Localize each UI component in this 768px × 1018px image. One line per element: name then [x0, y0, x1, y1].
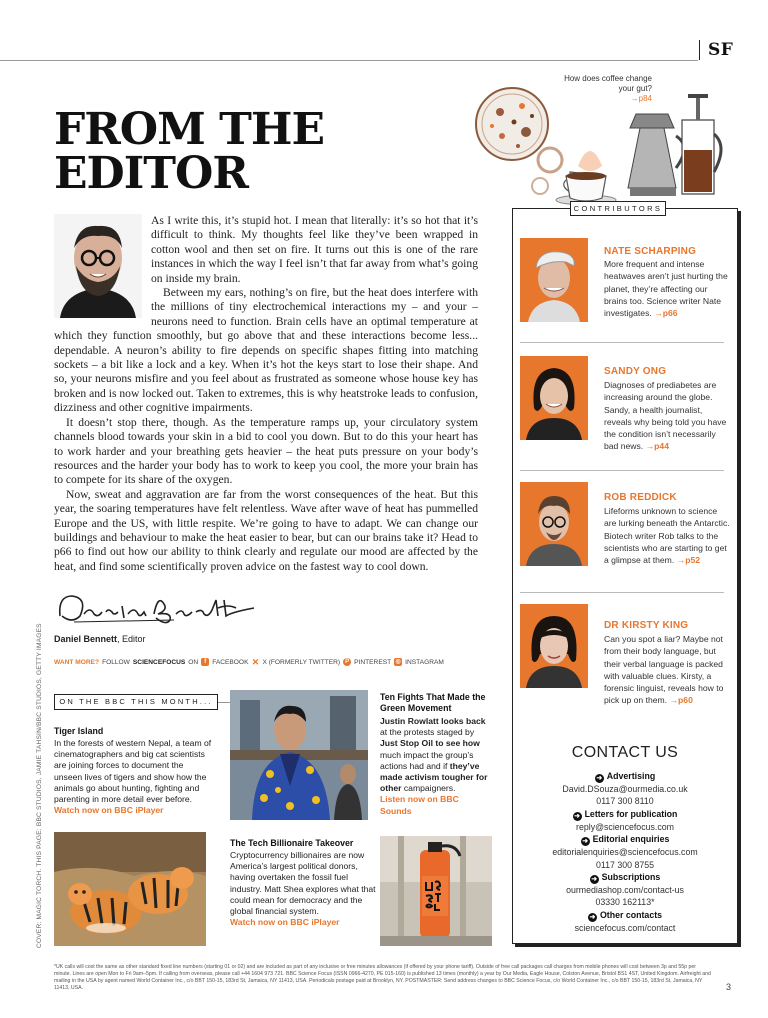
- program-description: [54, 738, 214, 816]
- contributor-name: SANDY ONG: [604, 366, 667, 377]
- editor-signature: [54, 586, 264, 630]
- just-stop-oil-image: [380, 836, 492, 946]
- contributor-description: [604, 379, 730, 453]
- iplayer-link[interactable]: Watch now on BBC iPlayer: [230, 917, 340, 928]
- social-facebook[interactable]: FACEBOOK: [212, 658, 249, 666]
- contributor-divider: [520, 592, 724, 593]
- advertising-heading: Advertising: [606, 771, 656, 781]
- contributor-page-link[interactable]: →p44: [645, 441, 669, 452]
- subscriptions-phone: 03330 162113*: [595, 897, 655, 908]
- page-title-line-1: FROM THE: [54, 104, 325, 155]
- page-title-line-2: EDITOR: [54, 148, 248, 199]
- contributor-description: [604, 258, 730, 319]
- social-on: ON: [188, 658, 199, 666]
- social-pinterest[interactable]: PINTEREST: [354, 658, 392, 666]
- contributor-photo: [520, 238, 588, 322]
- contributor-photo: [520, 356, 588, 440]
- contributor-photo: [520, 482, 588, 566]
- program-text-bold: Just Stop Oil to see how: [380, 738, 480, 749]
- contributor-divider: [520, 342, 724, 343]
- bbc-section-label: ON THE BBC THIS MONTH...: [54, 694, 218, 710]
- x-icon[interactable]: ✕: [251, 657, 260, 667]
- header-rule: [0, 60, 698, 61]
- sounds-link[interactable]: Listen now on BBC Sounds: [380, 794, 459, 816]
- contributor-divider: [520, 470, 724, 471]
- arrow-right-icon: ➜: [591, 876, 598, 884]
- image-credits: COVER: MAGIC TORCH. THIS PAGE: BBC STUDIOS, JAMIE TAHSIN/BBC STUDIOS, GETTY IMAGES: [36, 623, 43, 948]
- footnote: *UK calls will cost the same as other standard fixed line numbers (starting 01 or 02) and are included as part of any inclusive or free minutes allowances (if offered by your phone tariff). Outside of free call packages call charges from mobile phones will cost between 3p and 55p per minute. Lines are open Mon to Fri 9am–5pm. If calling from overseas, please call +44 1604 973 721. BBC Science Focus (ISSN 0966-4270, PE 015-160) is published 13 times (monthly) a year by Our Media, Eagle House, Colston Avenue, Bristol BS1 4ST, United Kingdom. Airfreight and mailing in the USA by agent named World Container Inc., c/o BBT 150-15, 183rd St, Jamaica, NY 11413, USA. Periodicals postage paid at Brooklyn, NY. POSTMASTER: Send address changes to BBC Science Focus, c/o World Container Inc., c/o BBT 150-15, 183rd St, Jamaica, NY 11413, USA.: [54, 964, 711, 991]
- contributor-photo: [520, 604, 588, 688]
- arrow-right-icon: ➜: [574, 812, 580, 820]
- editorial-phone: 0117 300 8755: [595, 859, 655, 870]
- billionaire-image: [230, 690, 368, 820]
- contributor-text: Can you spot a liar? Maybe not from their body language, but their verbal language is packed with valuable clues. Kirsty, a forensic linguist, reveals how to pick up on them.: [604, 634, 724, 706]
- facebook-icon[interactable]: f: [201, 658, 209, 666]
- program-description: [230, 850, 376, 928]
- advertising-phone: 0117 300 8110: [596, 796, 654, 807]
- subscriptions-heading: Subscriptions: [601, 872, 661, 883]
- contributor-text: Diagnoses of prediabetes are increasing around the globe. Sandy, a health journalist, reveals why being told you have the condition isn’t necessarily bad news.: [604, 380, 727, 452]
- photo-spacer: [54, 214, 151, 322]
- iplayer-link[interactable]: Watch now on BBC iPlayer: [54, 805, 164, 816]
- contributor-text: Lifeforms unknown to science are lurking beneath the Antarctic. Biotech writer Rob talks to the scientists who are starting to get a glimpse at them.: [604, 506, 730, 566]
- editorial-email[interactable]: editorialenquiries@sciencefocus.com: [552, 847, 698, 858]
- contributor-page-link[interactable]: →p66: [654, 308, 678, 319]
- contact-heading: [512, 770, 738, 783]
- program-text: much impact the group’s actions had and if: [380, 749, 474, 771]
- program-text: at the protests staged by: [380, 727, 475, 738]
- arrow-right-icon: ➜: [596, 775, 603, 782]
- header-divider: [699, 40, 700, 60]
- advertising-email[interactable]: David.DSouza@ourmedia.co.uk: [562, 784, 688, 794]
- program-text: Cryptocurrency billionaires are now America’s largest political donors, having overtaken the fossil fuel industry. Matt Shea explores what that could mean for democracy and the global financial system.: [230, 850, 376, 917]
- contributor-description: [604, 633, 730, 707]
- social-handle: SCIENCEFOCUS: [132, 658, 186, 666]
- contact-list: [512, 770, 738, 934]
- page-number: 3: [726, 982, 732, 992]
- social-follow: FOLLOW: [102, 658, 130, 666]
- page-title: [54, 104, 414, 199]
- social-instagram[interactable]: INSTAGRAM: [405, 658, 444, 666]
- letter-paragraph: As I write this, it’s stupid hot. I mean that literally: it’s so hot that it’s difficult to think. My thoughts feel like they’ve been wrapped in cotton wool and then set on fire. It turns out this is one of the rare instances in which the way I feel isn’t that far away from what’s going on inside my brain.: [151, 214, 478, 285]
- letters-heading: Letters for publication: [584, 808, 678, 819]
- contributor-page-link[interactable]: →p60: [669, 695, 693, 706]
- program-text-bold: Justin Rowlatt looks back: [380, 716, 486, 726]
- other-contacts-heading: Other contacts: [599, 909, 663, 920]
- section-tag: SF: [708, 40, 734, 60]
- instagram-icon[interactable]: ◎: [395, 659, 401, 665]
- program-title: Tiger Island: [54, 726, 104, 736]
- program-text: campaigners.: [401, 783, 456, 794]
- contact-heading: [512, 909, 738, 922]
- contributor-page-link[interactable]: →p52: [676, 555, 701, 566]
- program-description: [380, 716, 492, 817]
- editorial-heading: Editorial enquiries: [592, 834, 670, 845]
- letters-email[interactable]: reply@sciencefocus.com: [576, 821, 674, 832]
- program-text: In the forests of western Nepal, a team of cinematographers and big cat scientists are joining forces to document the unseen lives of tigers and show how the animals go about hunting, fighting and parenting in more detail ever before.: [54, 738, 212, 805]
- subscriptions-url[interactable]: ourmediashop.com/contact-us: [566, 885, 684, 896]
- contributors-label: CONTRIBUTORS: [570, 201, 666, 216]
- contributor-name: ROB REDDICK: [604, 492, 677, 503]
- contributor-description: [604, 505, 730, 566]
- arrow-right-icon: ➜: [582, 838, 589, 846]
- coffee-teaser-page[interactable]: →p84: [630, 94, 652, 103]
- other-contacts-url[interactable]: sciencefocus.com/contact: [574, 922, 676, 933]
- contact-heading: [512, 833, 738, 846]
- program-title: Ten Fights That Made the Green Movement: [380, 692, 486, 713]
- program-title: The Tech Billionaire Takeover: [230, 838, 354, 848]
- letter-paragraph: Between my ears, nothing’s on fire, but the heat does interfere with the millions of tiny electrochemical interactions my – and your – neurons need to function. Brain cells have an optimal temperature at which they function smoothly, but go above that and these interactions become less... dependable. A neuron’s ability to fire depends on specific shapes fitting into matching sockets – a bit like a lock and a key. When it’s hot the keys start to lose their shape. And so, your neurons misfire and you feel about as frustrated as someone whose house key has broken and is now locked out. Taken to extremes, this is why heatstroke leads to confusion, dizziness and other cognitive impairments.: [54, 286, 478, 415]
- social-label: WANT MORE?: [54, 658, 100, 666]
- contact-title: CONTACT US: [571, 744, 679, 761]
- pinterest-icon[interactable]: P: [345, 659, 350, 665]
- arrow-right-icon: ➜: [589, 913, 596, 921]
- letter-paragraph: It doesn’t stop there, though. As the temperature ramps up, your circulatory system channels blood towards your skin in a bid to cool you down. But to do this your heart has to work harder and your breathing gets heavier – the heat puts pressure on your body’s resources and the harder your body has to work to keep you cool, the more your brain has to compete for its share of the oxygen.: [54, 415, 478, 487]
- program-text-bold: they’ve made activism tougher for other: [380, 760, 488, 794]
- social-bar: [54, 658, 454, 666]
- contributor-name: DR KIRSTY KING: [604, 620, 689, 631]
- billionaire-photo: [230, 690, 368, 820]
- tiger-image: [54, 832, 206, 946]
- author-name: Daniel Bennett: [54, 634, 118, 644]
- author-role: , Editor: [117, 634, 146, 644]
- coffee-teaser[interactable]: [564, 74, 652, 104]
- contributor-text: More frequent and intense heatwaves aren’t just hurting the planet, they’re affecting our brains too. Science writer Nate investigates.: [604, 259, 728, 319]
- contact-heading: [512, 808, 738, 821]
- author-line: [54, 634, 146, 644]
- social-x[interactable]: X (FORMERLY TWITTER): [262, 658, 341, 666]
- letter-paragraph: Now, sweat and aggravation are far from the worst consequences of the heat. But this year, the soaring temperatures have felt relentless. Wave after wave of heat has pummelled Europe and the US, with little respite. We’re going to have to adapt. We can change our buildings and behaviour to make the heat easier to bear, but can our brains take it? Head to p66 to find out how our ability to think clearly and regulate our mood are affected by the heat, and find some scientifically proven advice on the fastest way to cool down.: [54, 487, 478, 573]
- editor-letter: [54, 214, 478, 574]
- coffee-teaser-text: How does coffee change your gut?: [564, 74, 652, 93]
- contributor-name: NATE SCHARPING: [604, 246, 697, 257]
- contact-heading: [512, 871, 738, 884]
